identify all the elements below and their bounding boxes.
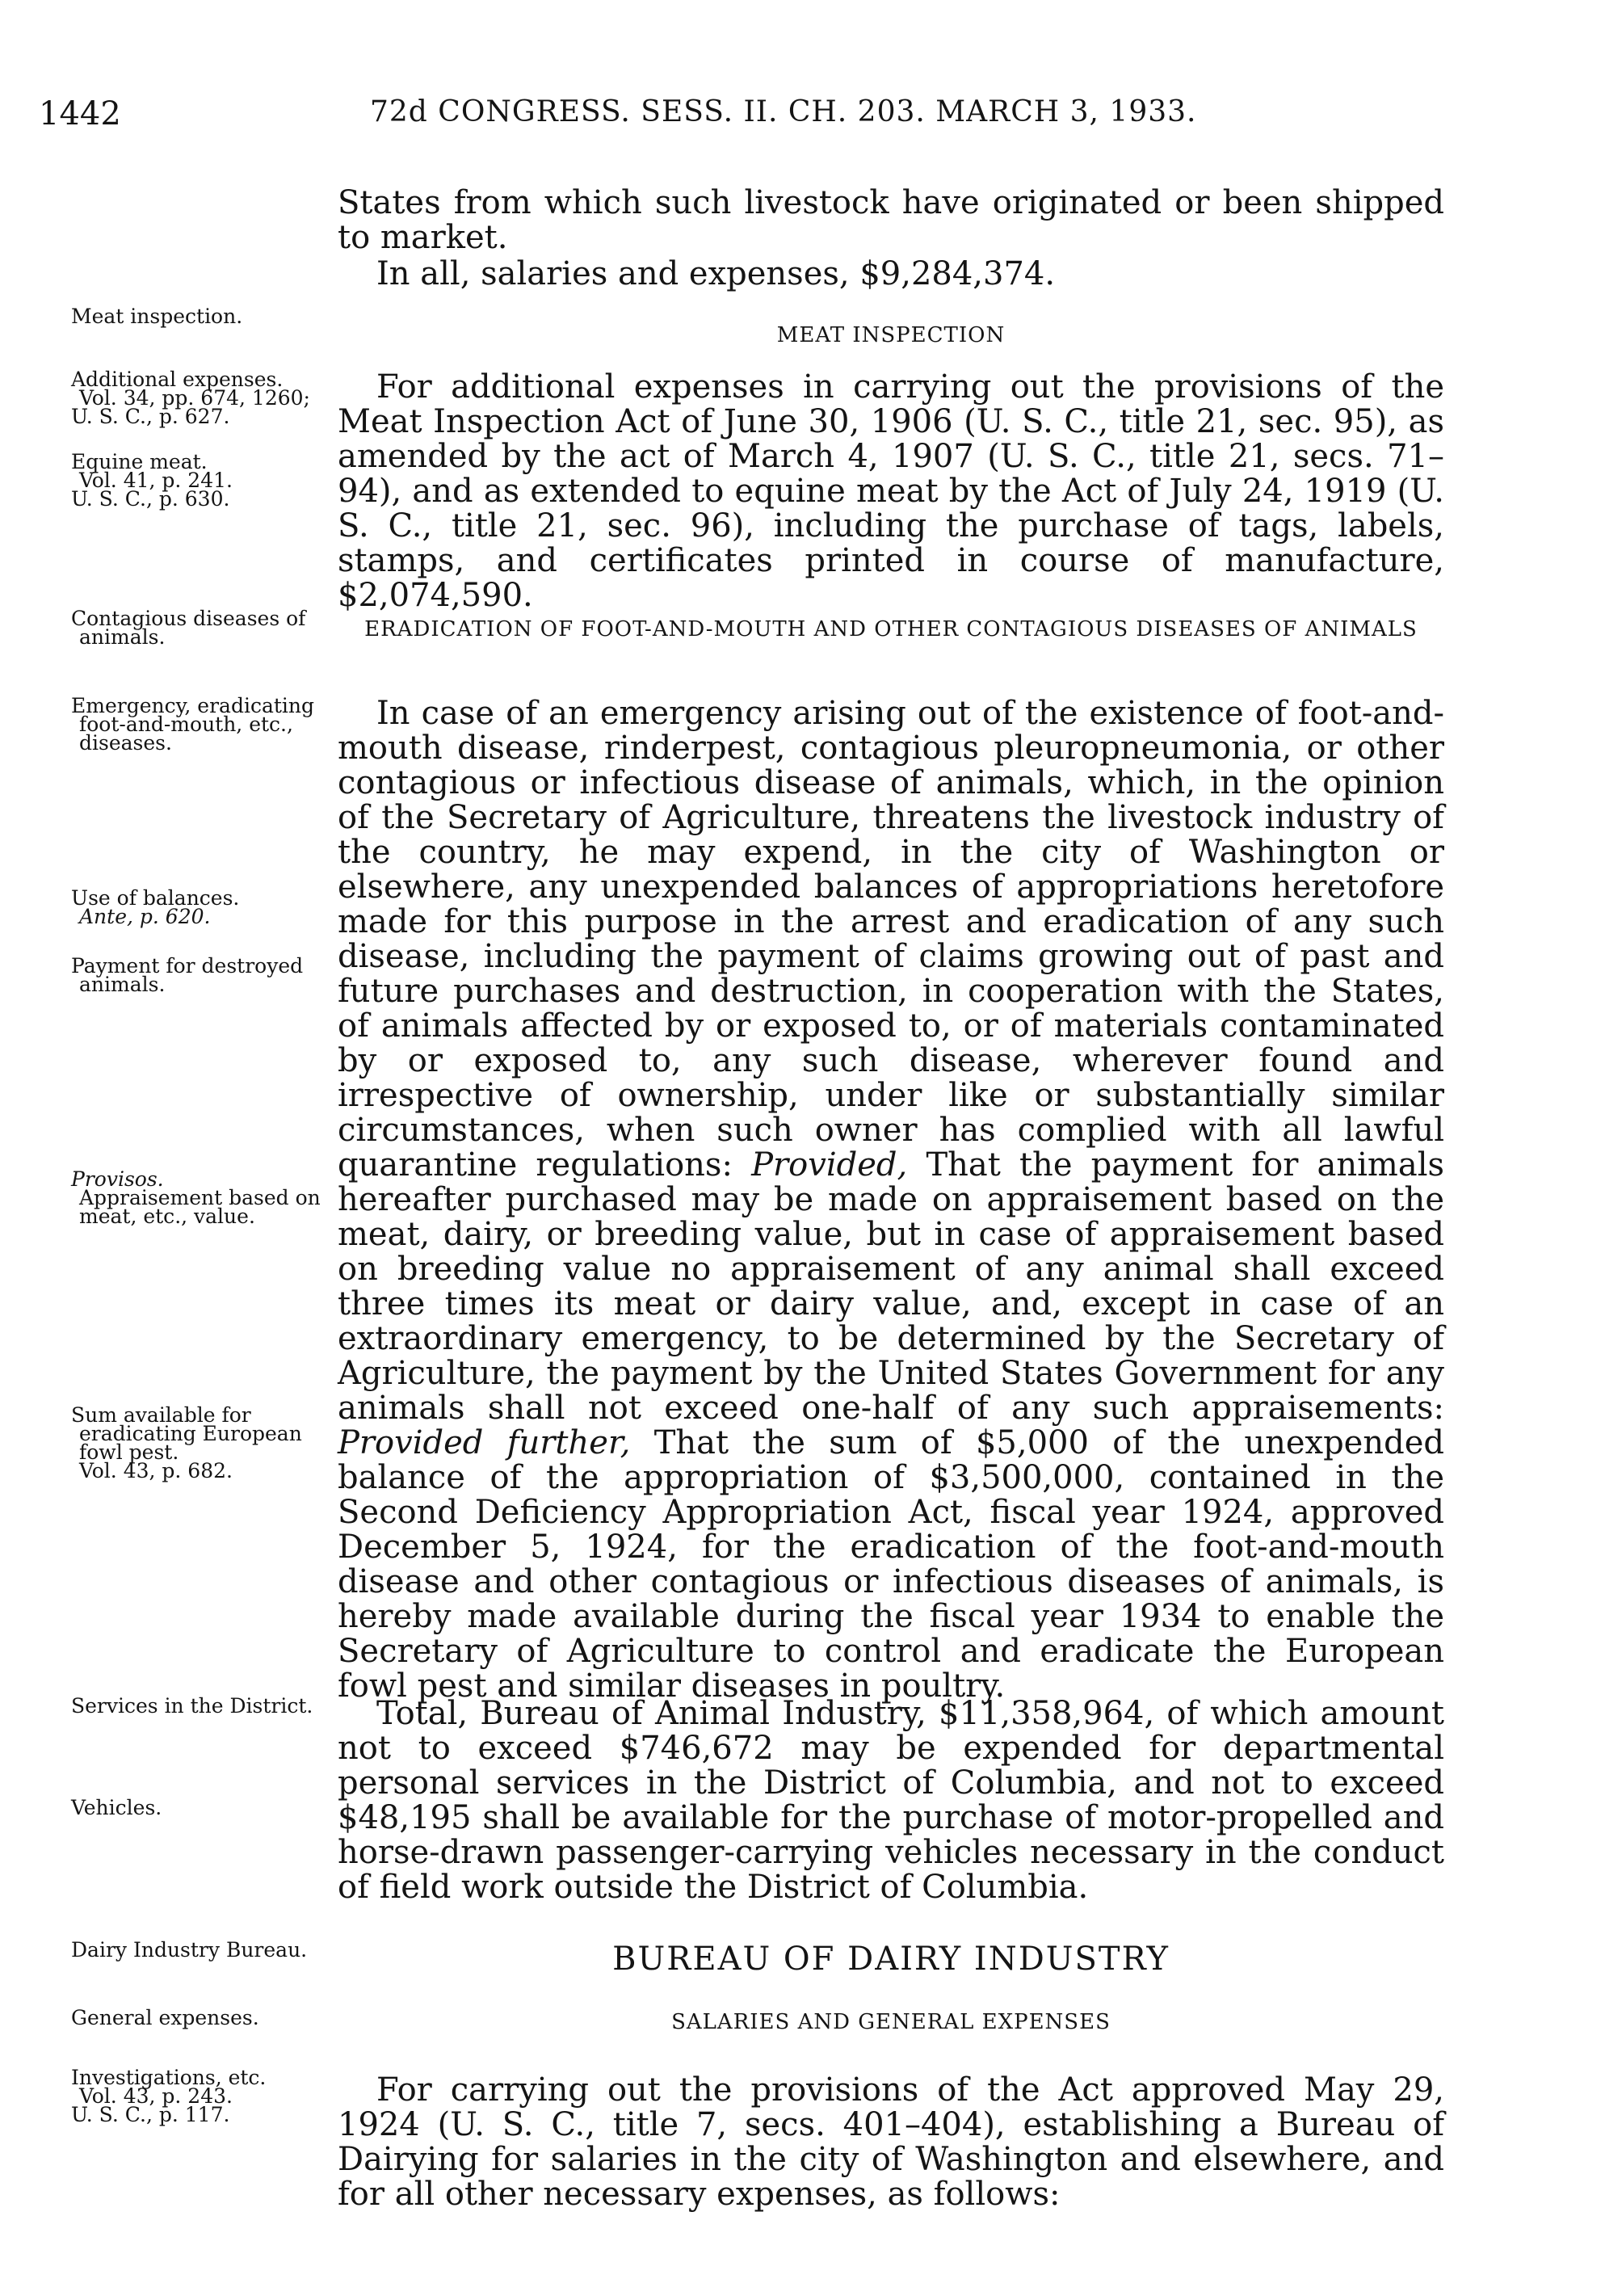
margin-note-sum-available: Sum available for eradicating European fowl pest. Vol. 43, p. 682. bbox=[71, 1403, 302, 1482]
margin-note-dairy-bureau: Dairy Industry Bureau. bbox=[71, 1938, 308, 1962]
margin-note-emergency: Emergency, eradicating foot-and-mouth, etc., diseases. bbox=[71, 694, 315, 755]
margin-note-additional-expenses: Additional expenses. Vol. 34, pp. 674, 1260; U. S. C., p. 627. bbox=[71, 368, 310, 428]
proviso-word-2: Provided further, bbox=[338, 1424, 631, 1461]
margin-note-services: Services in the District. bbox=[71, 1694, 313, 1718]
margin-note-payment: Payment for destroyed animals. bbox=[71, 954, 304, 996]
eradication-heading: ERADICATION OF FOOT-AND-MOUTH AND OTHER CONTAGIOUS DISEASES OF ANIMALS bbox=[364, 617, 1418, 641]
proviso-text-1: That the payment for animals hereafter purchased may be made on appraisement based on the meat, dairy, or breeding value, but in case of appraisement based on breeding value no appraisement of any animal shall exceed three times its meat or dairy value, and, except in case of an extraordinary emergency, to be determined by the Secretary of Agriculture, the payment by the United States Government for any animals shall not exceed one-half of any such appraisements: bbox=[338, 1146, 1445, 1427]
margin-note-investigations: Investigations, etc. Vol. 43, p. 243. U. S. C., p. 117. bbox=[71, 2066, 267, 2126]
eradication-text: In case of an emergency arising out of the existence of foot-and-mouth disease, rinderpest, contagious pleuropneumonia, or other contagious or infectious disease of animals, which, in the opinion of the Secretary of Agriculture, threatens the livestock industry of the country, he may expend, in the city of Washington or elsewhere, any unexpended balances of appropriations heretofore made for this purpose in the arrest and eradication of any such disease, including the payment of claims growing out of past and future purchases and destruction, in cooperation with the States, of animals affected by or exposed to, or of materials contaminated by or exposed to, any such disease, wherever found and irrespective of ownership, under like or substantially similar circumstances, when such owner has complied with all lawful quarantine regulations: bbox=[338, 695, 1444, 1184]
meat-inspection-paragraph: For additional expenses in carrying out the provisions of the Meat Inspection Act of June 30, 1906 (U. S. C., title 21, sec. 95), as amended by the act of March 4, 1907 (U. S. C., title 21, secs. 71–94), and as extended to equine meat by the Act of July 24, 1919 (U. S. C., title 21, sec. 96), including the purchase of tags, labels, stamps, and certificates printed in course of manufacture, $2,074,590. bbox=[338, 368, 1444, 614]
margin-note-meat-inspection: Meat inspection. bbox=[71, 305, 243, 328]
margin-note-equine-meat: Equine meat. Vol. 41, p. 241. U. S. C., p. 630. bbox=[71, 450, 233, 511]
margin-note-vehicles: Vehicles. bbox=[71, 1796, 162, 1819]
eradication-paragraph bbox=[338, 696, 1444, 1704]
dairy-bureau-heading: BUREAU OF DAIRY INDUSTRY bbox=[612, 1941, 1170, 1978]
page-number: 1442 bbox=[39, 95, 121, 132]
proviso-word-1: Provided, bbox=[751, 1146, 908, 1184]
proviso-text-2: That the sum of $5,000 of the unexpended balance of the appropriation of $3,500,000, contained in the Second Deficiency Appropriation Act, fiscal year 1924, approved December 5, 1924, for the eradication of the foot-and-mouth disease and other contagious or infectious diseases of animals, is hereby made available during the fiscal year 1934 to enable the Secretary of Agriculture to control and eradicate the European fowl pest and similar diseases in poultry. bbox=[338, 1424, 1444, 1705]
total-bureau-paragraph: Total, Bureau of Animal Industry, $11,358,964, of which amount not to exceed $746,672 may be expended for departmental personal services in the District of Columbia, and not to exceed $48,195 shall be available for the purchase of motor-propelled and horse-drawn passenger-carrying vehicles necessary in the conduct of field work outside the District of Columbia. bbox=[338, 1695, 1444, 1906]
running-head: 72d CONGRESS. SESS. II. CH. 203. MARCH 3, 1933. bbox=[370, 95, 1197, 128]
salaries-expenses-heading: SALARIES AND GENERAL EXPENSES bbox=[671, 2010, 1111, 2034]
page-header bbox=[39, 95, 1444, 144]
margin-note-provisos: Provisos. Appraisement based on meat, etc., value. bbox=[71, 1167, 321, 1228]
meat-inspection-heading: MEAT INSPECTION bbox=[776, 323, 1006, 347]
margin-note-contagious: Contagious diseases of animals. bbox=[71, 607, 306, 649]
margin-note-general-expenses: General expenses. bbox=[71, 2006, 259, 2029]
margin-note-use-of-balances: Use of balances. Ante, p. 620. bbox=[71, 886, 240, 928]
total-salaries-line: In all, salaries and expenses, $9,284,374. bbox=[376, 255, 1056, 292]
dairy-paragraph: For carrying out the provisions of the Act approved May 29, 1924 (U. S. C., title 7, secs. 401–404), establishing a Bureau of Dairying for salaries in the city of Washington and elsewhere, and for all other necessary expenses, as follows: bbox=[338, 2071, 1444, 2213]
continuation-paragraph: States from which such livestock have originated or been shipped to market. bbox=[338, 184, 1444, 256]
